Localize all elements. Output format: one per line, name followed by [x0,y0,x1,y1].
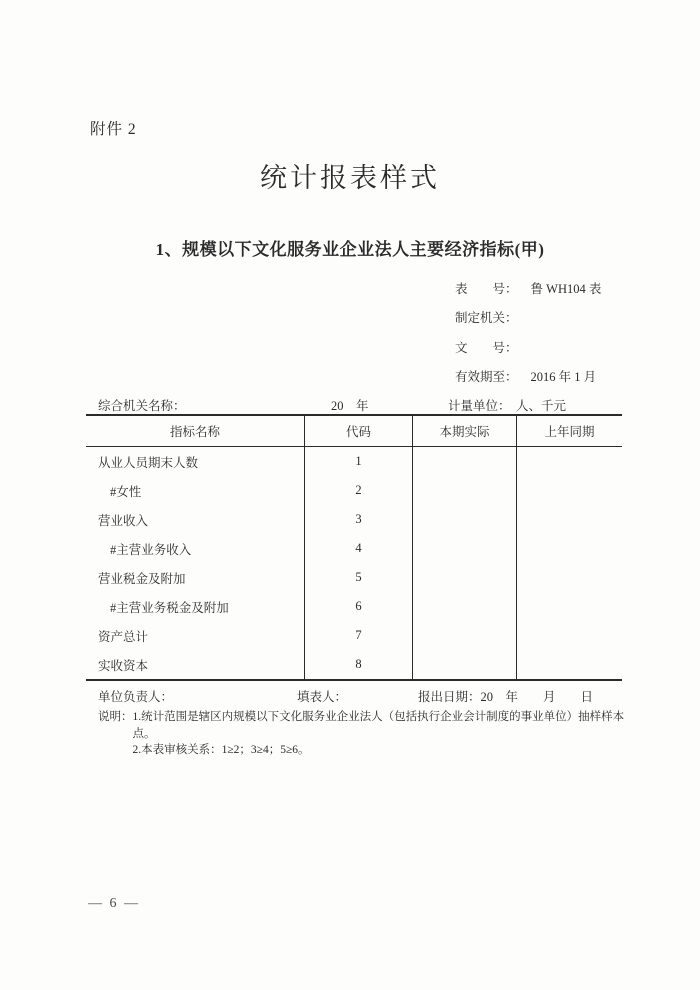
report-year: 20 年 [331,399,369,413]
cell-current-period [413,534,517,563]
cell-current-period [413,621,517,650]
unit-label: 计量单位： [448,399,511,413]
cell-indicator-name: 从业人员期末人数 [86,447,305,476]
meta-field-issuing-agency [455,303,601,333]
unit-head-label: 单位负责人： [98,690,174,704]
org-name-label: 综合机关名称： [98,399,186,413]
header-indicator-name: 指标名称 [86,416,305,446]
cell-prior-period [517,621,622,650]
cell-indicator-name: #女性 [86,476,305,505]
cell-indicator-name: 实收资本 [86,650,305,679]
table-footer-row [0,687,700,704]
table-header-row [86,416,622,447]
table-row [86,621,622,650]
cell-current-period [413,650,517,679]
form-title: 1、规模以下文化服务业企业法人主要经济指标(甲) [155,240,545,259]
cell-indicator-name: #主营业务收入 [86,534,305,563]
cell-prior-period [517,447,622,476]
attachment-label: 附件 2 [90,121,137,138]
cell-prior-period [517,534,622,563]
cell-current-period [413,476,517,505]
indicators-table [86,414,622,681]
cell-code: 1 [305,447,413,476]
table-row [86,592,622,621]
cell-current-period [413,592,517,621]
notes-label: 说明： [98,711,133,723]
cell-code: 8 [305,650,413,679]
cell-code: 5 [305,563,413,592]
notes-section [98,709,638,759]
meta-label: 制定机关： [455,311,518,326]
preparer-label: 填表人： [297,690,348,704]
report-date-label: 报出日期： [418,690,481,704]
cell-indicator-name: 营业收入 [86,505,305,534]
page-number: — 6 — [88,896,140,911]
table-row [86,650,622,679]
header-code: 代码 [305,416,413,446]
meta-field-document-number [455,332,601,362]
cell-current-period [413,505,517,534]
cell-indicator-name: #主营业务税金及附加 [86,592,305,621]
cell-prior-period [517,563,622,592]
meta-label: 文 号： [455,340,518,355]
main-title: 统计报表样式 [260,163,440,193]
cell-current-period [413,563,517,592]
meta-value: 鲁 WH104 表 [530,281,602,296]
info-row [0,396,700,413]
report-date [418,687,593,705]
meta-field-valid-until [455,362,601,392]
note-line: 1.统计范围是辖区内规模以下文化服务业企业法人（包括执行企业会计制度的事业单位）抽样样本点。 [132,711,625,740]
meta-value: 2016 年 1 月 [530,370,597,385]
cell-code: 2 [305,476,413,505]
cell-prior-period [517,476,622,505]
cell-prior-period [517,592,622,621]
cell-prior-period [517,505,622,534]
table-row [86,534,622,563]
meta-label: 有效期至： [455,370,518,385]
cell-code: 3 [305,505,413,534]
header-prior-period: 上年同期 [544,425,595,439]
cell-prior-period [517,650,622,679]
cell-indicator-name: 资产总计 [86,621,305,650]
table-row [86,563,622,592]
report-date-value: 20 年 月 日 [480,690,594,704]
meta-label: 表 号： [455,281,518,296]
table-row [86,505,622,534]
cell-code: 4 [305,534,413,563]
note-line: 2.本表审核关系：1≥2；3≥4；5≥6。 [132,744,310,756]
unit-value: 人、千元 [516,399,567,413]
cell-code: 7 [305,621,413,650]
cell-current-period [413,447,517,476]
form-meta-block [455,273,601,391]
table-row [86,447,622,476]
notes-lines [133,709,639,759]
cell-code: 6 [305,592,413,621]
cell-indicator-name: 营业税金及附加 [86,563,305,592]
header-current-period: 本期实际 [413,416,517,446]
table-row [86,476,622,505]
meta-field-form-number [455,273,601,303]
